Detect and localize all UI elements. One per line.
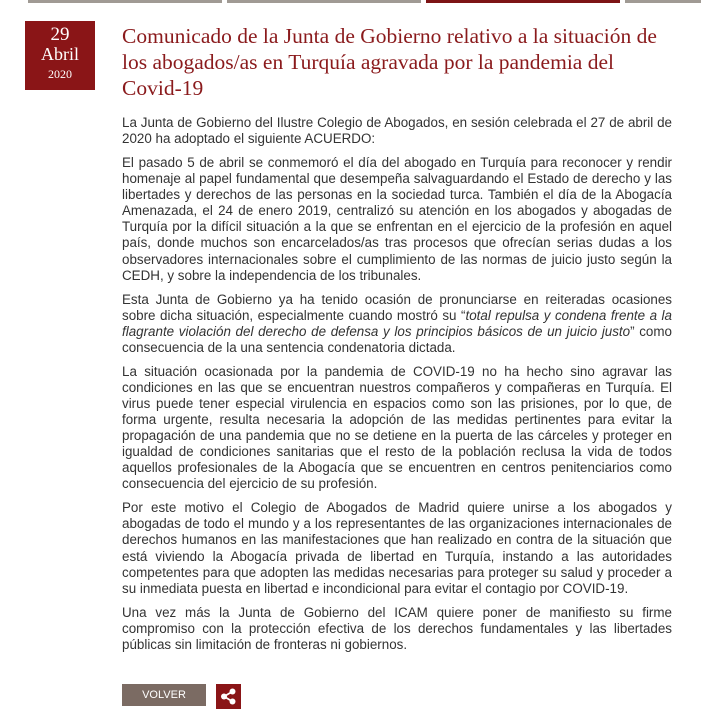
top-tab-bar: [0, 0, 701, 3]
tab-indicator[interactable]: [28, 0, 222, 3]
article-paragraph: Una vez más la Junta de Gobierno del ICAM quiere poner de manifiesto su firme compromiso con la protección efectiva de los derechos fundamentales y las libertades públicas sin limitación de fronteras ni gobiernos.: [122, 604, 672, 652]
article-paragraph: [122, 292, 672, 356]
tab-indicator[interactable]: [227, 0, 421, 3]
tab-indicator-active[interactable]: [426, 0, 620, 3]
quoted-statement: total repulsa y condena frente a la flagrante violación del derecho de defensa y los principios básicos de un juicio justo: [122, 307, 672, 339]
date-day: 29: [50, 24, 70, 45]
date-year: 2020: [48, 67, 72, 81]
share-icon: [216, 684, 241, 709]
date-month: Abril: [41, 44, 79, 64]
back-button[interactable]: VOLVER: [122, 684, 206, 706]
article-paragraph: El pasado 5 de abril se conmemoró el día del abogado en Turquía para reconocer y rendir homenaje al papel fundamental que desempeña salvaguardando el Estado de derecho y las libertades y derechos de las personas en la sociedad turca. También el día de la Abogacía Amenazada, el 24 de enero 2019, centralizó su atención en los abogados y abogadas de Turquía por la difícil situación a la que se enfrentan en el ejercicio de la profesión en aquel país, donde muchos son encarcelados/as tras procesos que ofrecían serias dudas a los observadores internacionales sobre el cumplimiento de las normas de juicio justo según la CEDH, y sobre la independencia de los tribunales.: [122, 154, 672, 283]
paragraph-text: Esta Junta de Gobierno ya ha tenido ocasión de pronunciarse en reiteradas ocasiones sobre dicha situación, especialmente cuando mostró su “: [122, 291, 672, 323]
article-paragraph: Por este motivo el Colegio de Abogados de Madrid quiere unirse a los abogados y abogadas de todo el mundo y a los representantes de las organizaciones internacionales de derechos humanos en las manifestaciones que han realizado en contra de la situación que está viviendo la Abogacía privada de libertad en Turquía, instando a las autoridades competentes para que adopten las medidas necesarias para proteger su salud y proceder a su inmediata puesta en libertad e incondicional para evitar el contagio por COVID-19.: [122, 500, 672, 596]
article-paragraph: La situación ocasionada por la pandemia de COVID-19 no ha hecho sino agravar las condiciones en las que se encuentran nuestros compañeros y compañeras en Turquía. El virus puede tener especial virulencia en espacios como son las prisiones, por lo que, de forma urgente, resulta necesaria la adopción de las medidas pertinentes para evitar la propagación de una pandemia que no se detiene en la puerta de las cárceles y proteger en igualdad de condiciones sanitarias que el resto de la población reclusa la vida de todos aquellos profesionales de la Abogacía que se encuentren en centros penitenciarios como consecuencia del ejercicio de su profesión.: [122, 363, 672, 492]
date-badge: [25, 21, 95, 90]
article-title: Comunicado de la Junta de Gobierno relativo a la situación de los abogados/as en Turquía agravada por la pandemia del Covid-19: [122, 24, 657, 100]
share-button[interactable]: [216, 684, 241, 709]
paragraph-text: ” como consecuencia de la una sentencia condenatoria dictada.: [122, 323, 672, 355]
tab-indicator[interactable]: [625, 0, 701, 3]
article-paragraph: La Junta de Gobierno del Ilustre Colegio de Abogados, en sesión celebrada el 27 de abril de 2020 ha adoptado el siguiente ACUERDO:: [122, 115, 672, 147]
article-body: [122, 115, 672, 661]
